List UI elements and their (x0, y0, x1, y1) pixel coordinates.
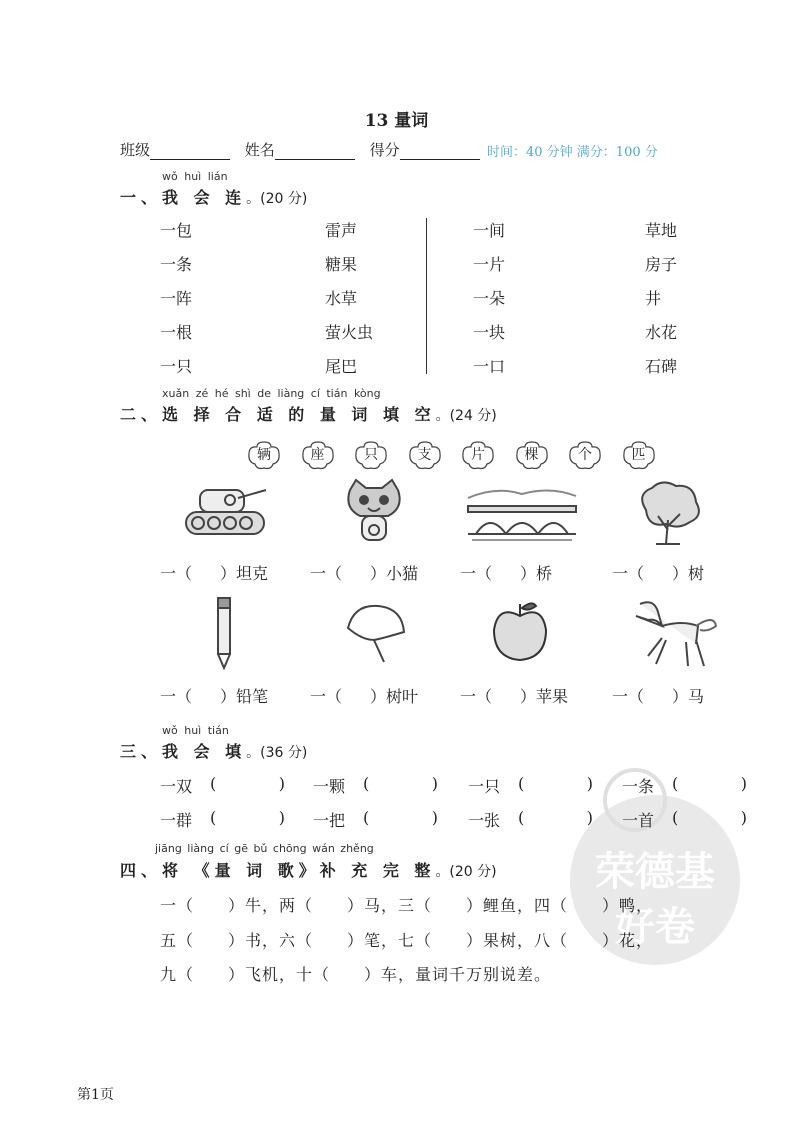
watermark-text: 荣德基 (595, 848, 715, 895)
fill-blank-item[interactable] (310, 684, 418, 707)
measure-word-label: 一条 (622, 777, 655, 796)
blank-open: 一（ (310, 687, 343, 706)
page-title: 13 量词 (364, 111, 429, 131)
blank-close: ） (520, 687, 537, 706)
noun-label: 树 (688, 564, 705, 583)
badge-label: 只 (364, 447, 378, 463)
fill-blank-item[interactable] (310, 561, 418, 584)
song-line[interactable]: 一（ ）牛，两（ ）马，三（ ）鲤鱼，四（ ）鸭， (160, 896, 654, 915)
paren-open: ( (363, 774, 370, 793)
paren-open: ( (518, 774, 525, 793)
column-divider (426, 218, 427, 374)
measure-word-badge[interactable] (515, 440, 549, 470)
section1-pinyin: wǒ huì lián (162, 170, 228, 183)
match-item[interactable]: 井 (645, 289, 662, 308)
answer-blank[interactable] (210, 808, 285, 827)
blank-open: 一（ (612, 564, 645, 583)
paren-close: ) (740, 774, 747, 793)
measure-word-label: 一群 (160, 811, 193, 830)
measure-word-label: 一把 (313, 811, 346, 830)
blank-open: 一（ (160, 564, 193, 583)
leaf-image (344, 600, 410, 664)
match-item[interactable]: 雷声 (325, 221, 358, 240)
match-item[interactable]: 石碑 (645, 357, 678, 376)
badge-label: 支 (417, 447, 432, 463)
measure-word-label: 一颗 (313, 777, 346, 796)
blank-close: ） (370, 687, 387, 706)
class-field[interactable] (150, 143, 230, 160)
blank-open: 一（ (160, 687, 193, 706)
measure-word-badge[interactable] (301, 440, 335, 470)
noun-label: 铅笔 (236, 687, 269, 706)
badge-label: 座 (310, 447, 325, 463)
measure-word-badge[interactable] (461, 440, 495, 470)
paren-close: ) (431, 808, 438, 827)
time-score-info: 时间：40 分钟 满分：100 分 (487, 145, 658, 160)
section2-title: 二、选 择 合 适 的 量 词 填 空 (120, 405, 436, 424)
blank-open: 一（ (460, 687, 493, 706)
info-line (120, 139, 490, 160)
noun-label: 小猫 (386, 564, 419, 583)
answer-blank[interactable] (210, 774, 285, 793)
paren-close: ) (278, 808, 285, 827)
match-item[interactable]: 一间 (473, 221, 506, 240)
match-item[interactable]: 一阵 (160, 289, 193, 308)
match-item[interactable]: 水花 (645, 323, 678, 342)
name-field[interactable] (275, 143, 355, 160)
noun-label: 坦克 (236, 564, 269, 583)
tank-image (178, 482, 270, 542)
score-label: 得分 (369, 141, 400, 159)
answer-blank[interactable] (363, 774, 438, 793)
blank-close: ） (220, 687, 237, 706)
match-item[interactable]: 房子 (645, 255, 678, 274)
section4-title: 四、将 《量 词 歌》补 充 完 整 (120, 861, 436, 880)
measure-word-label: 一张 (468, 811, 501, 830)
blank-open: 一（ (460, 564, 493, 583)
match-item[interactable]: 糖果 (325, 255, 358, 274)
section4-heading (120, 858, 497, 881)
blank-close: ） (520, 564, 537, 583)
horse-image (626, 596, 718, 670)
paren-close: ) (586, 808, 593, 827)
name-label: 姓名 (244, 141, 275, 159)
noun-label: 树叶 (386, 687, 419, 706)
match-item[interactable]: 水草 (325, 289, 358, 308)
blank-open: 一（ (310, 564, 343, 583)
fill-blank-item[interactable] (460, 561, 552, 584)
fill-blank-item[interactable] (460, 684, 568, 707)
measure-word-badge[interactable] (247, 440, 281, 470)
section4-points: 。(20 分) (435, 864, 497, 880)
match-item[interactable]: 萤火虫 (325, 323, 374, 342)
fill-blank-item[interactable] (612, 561, 704, 584)
fill-blank-item[interactable] (160, 561, 268, 584)
match-item[interactable]: 尾巴 (325, 357, 358, 376)
blank-close: ） (370, 564, 387, 583)
paren-open: ( (210, 774, 217, 793)
class-label: 班级 (120, 141, 151, 159)
paren-close: ) (586, 774, 593, 793)
paren-close: ) (431, 774, 438, 793)
badge-label: 个 (578, 447, 592, 463)
section4-pinyin: jiāng liàng cí gē bǔ chōng wán zhěng (155, 842, 374, 855)
match-item[interactable]: 一包 (160, 221, 193, 240)
song-line[interactable]: 九（ ）飞机，十（ ）车，量词千万别说差。 (160, 965, 552, 984)
section3-pinyin: wǒ huì tián (162, 724, 229, 737)
answer-blank[interactable] (672, 808, 747, 827)
blank-open: 一（ (612, 687, 645, 706)
badge-label: 辆 (257, 447, 271, 463)
match-item[interactable]: 一朵 (473, 289, 506, 308)
blank-close: ） (672, 564, 689, 583)
paren-open: ( (210, 808, 217, 827)
match-item[interactable]: 一条 (160, 255, 193, 274)
answer-blank[interactable] (363, 808, 438, 827)
section2-heading (120, 402, 497, 425)
score-field[interactable] (400, 143, 480, 160)
paren-open: ( (672, 774, 679, 793)
measure-word-badge[interactable] (622, 440, 656, 470)
apple-image (488, 600, 552, 664)
pencil-image (212, 594, 236, 670)
paren-open: ( (363, 808, 370, 827)
blank-close: ） (220, 564, 237, 583)
answer-blank[interactable] (518, 808, 593, 827)
measure-word-badge[interactable] (354, 440, 388, 470)
section2-points: 。(24 分) (435, 408, 497, 424)
match-item[interactable]: 一片 (473, 255, 506, 274)
section1-heading (120, 185, 307, 208)
paren-close: ) (278, 774, 285, 793)
answer-blank[interactable] (672, 774, 747, 793)
blank-close: ） (672, 687, 689, 706)
match-item[interactable]: 一块 (473, 323, 506, 342)
measure-word-label: 一双 (160, 777, 193, 796)
noun-label: 桥 (536, 564, 553, 583)
watermark-text: 好卷 (615, 903, 695, 950)
page-number: 第1页 (77, 1087, 114, 1103)
fill-blank-item[interactable] (160, 684, 268, 707)
section2-pinyin: xuǎn zé hé shì de liàng cí tián kòng (162, 387, 381, 400)
paren-open: ( (672, 808, 679, 827)
section3-title: 三、我 会 填 (120, 742, 247, 761)
song-line[interactable]: 五（ ）书，六（ ）笔，七（ ）果树，八（ ）花， (160, 931, 654, 950)
section1-points: 。(20 分) (246, 191, 308, 207)
measure-word-label: 一只 (468, 777, 501, 796)
measure-word-badge[interactable] (568, 440, 602, 470)
paren-open: ( (518, 808, 525, 827)
measure-word-label: 一首 (622, 811, 655, 830)
fill-blank-item[interactable] (612, 684, 704, 707)
measure-word-badge[interactable] (408, 440, 442, 470)
answer-blank[interactable] (518, 774, 593, 793)
paren-close: ) (740, 808, 747, 827)
section3-points: 。(36 分) (246, 745, 308, 761)
match-item[interactable]: 草地 (645, 221, 678, 240)
badge-label: 棵 (524, 447, 539, 463)
section3-heading (120, 739, 307, 762)
match-item[interactable]: 一口 (473, 357, 506, 376)
section1-title: 一、我 会 连 (120, 188, 247, 207)
cat-image (342, 478, 406, 548)
badge-label: 片 (471, 447, 485, 463)
badge-label: 匹 (631, 447, 646, 463)
noun-label: 苹果 (536, 687, 569, 706)
match-item[interactable]: 一根 (160, 323, 193, 342)
match-item[interactable]: 一只 (160, 357, 193, 376)
bridge-image (466, 486, 578, 542)
tree-image (634, 480, 704, 546)
noun-label: 马 (688, 687, 705, 706)
